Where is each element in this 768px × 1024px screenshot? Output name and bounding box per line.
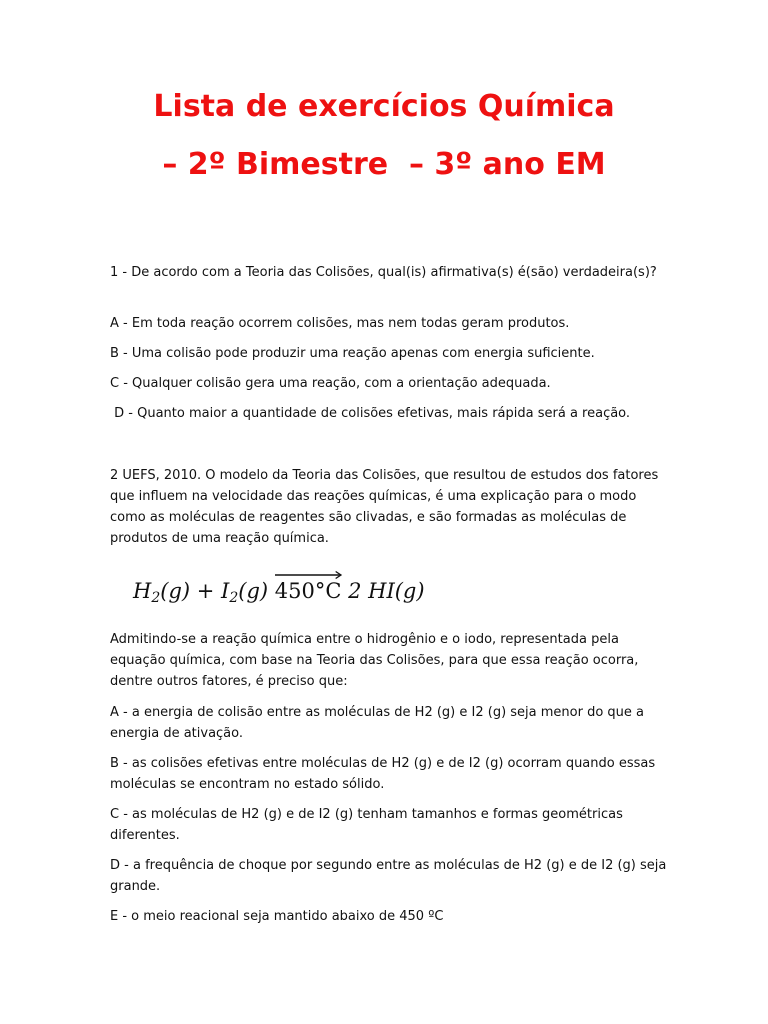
equation-state-1: (g) + [160,579,222,603]
question-2-stem: 2 UEFS, 2010. O modelo da Teoria das Colisões, que resultou de estudos dos fatores que influem na velocidade das reações químicas, é uma explicação para o modo como as moléculas de reagentes são clivadas, e são formadas as moléculas de produtos de uma reação química. [110,468,663,546]
question-1-option-a: A - Em toda reação ocorrem colisões, mas nem todas geram produtos. [110,316,570,331]
equation-reactant-1: H [133,579,152,603]
question-2-option-c: C - as moléculas de H2 (g) e de I2 (g) tenham tamanhos e formas geométricas diferentes. [110,807,627,843]
page-title-line1: Lista de exercícios Química [153,89,615,124]
question-1-option-d: D - Quanto maior a quantidade de colisões efetivas, mais rápida será a reação. [110,406,631,421]
reaction-arrow-with-condition [275,576,342,606]
question-1-option-b: B - Uma colisão pode produzir uma reação apenas com energia suficiente. [110,346,595,361]
question-2-intro: Admitindo-se a reação química entre o hidrogênio e o iodo, representada pela equação química, com base na Teoria das Colisões, para que essa reação ocorra, dentre outros fatores, é preciso que: [110,632,643,689]
question-1-option-c: C - Qualquer colisão gera uma reação, com a orientação adequada. [110,376,551,391]
chemical-equation [133,576,425,606]
question-2-option-e: E - o meio reacional seja mantido abaixo de 450 ºC [110,909,444,924]
equation-product: 2 HI(g) [341,579,425,603]
right-arrow-icon [275,571,342,579]
equation-reactant-2: I [221,579,230,603]
question-1-stem: 1 - De acordo com a Teoria das Colisões, qual(is) afirmativa(s) é(são) verdadeira(s)? [110,265,657,280]
question-2-option-b: B - as colisões efetivas entre moléculas de H2 (g) e de I2 (g) ocorram quando essas moléculas se encontram no estado sólido. [110,756,660,792]
question-2-option-d: D - a frequência de choque por segundo entre as moléculas de H2 (g) e de I2 (g) seja grande. [110,858,671,894]
equation-subscript-1: 2 [151,590,161,606]
equation-state-2: (g) [238,579,275,603]
equation-subscript-2: 2 [229,590,239,606]
question-2-option-a: A - a energia de colisão entre as moléculas de H2 (g) e I2 (g) seja menor do que a energia de ativação. [110,705,649,741]
reaction-condition: 450°C [274,579,342,603]
page-title-line2: – 2º Bimestre – 3º ano EM [162,147,606,182]
